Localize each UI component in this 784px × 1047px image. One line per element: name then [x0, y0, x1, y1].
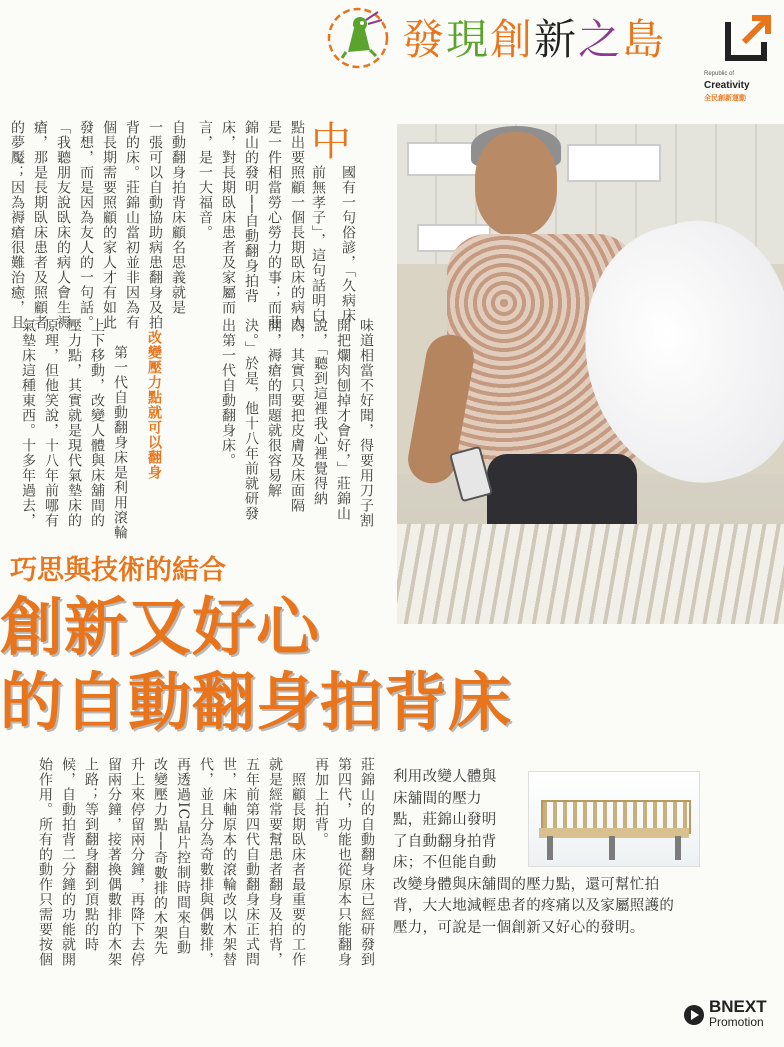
mid-left-col-3: 壓力點，其實就是現代氣墊床的 — [66, 318, 82, 528]
caption-line-5: 床；不但能自動 — [393, 855, 497, 871]
mid-right-col-6: 決。」於是，他十八年前就研發 — [243, 318, 259, 521]
mid-right-col-4: 悶，其實只要把皮膚及床面隔 — [289, 318, 305, 513]
title-char-3: 創 — [490, 15, 535, 64]
bottom-col-4: 照顧長期臥床者最重要的工作 — [290, 772, 306, 967]
headline-line-2: 的自動翻身拍背床 — [0, 666, 512, 739]
title-char-2: 現 — [446, 15, 491, 64]
mid-right-col-5: 開，褥瘡的問題就很容易解 — [266, 318, 282, 498]
bottom-col-6: 五年前第四代自動翻身床正式問 — [244, 757, 260, 967]
play-icon — [683, 1004, 705, 1026]
brand-small: Republic of — [704, 71, 735, 77]
top-right-col-4: 是一件相當勞心勞力的事；而莊 — [266, 120, 282, 330]
bottom-col-10: 改變壓力點──奇數排的木架先 — [152, 757, 168, 956]
bottom-col-15: 始作用。所有的動作只需要按個 — [37, 757, 53, 967]
bottom-col-13: 上路；等到翻身翻到頂點的時 — [83, 757, 99, 952]
top-right-col-7: 言，是一大福音。 — [197, 120, 213, 240]
bnext-logo — [683, 998, 783, 1032]
top-right-col-2: 前無孝子」，這句話明白 — [310, 165, 326, 323]
title-char-4: 新 — [534, 15, 579, 64]
top-right-col-1: 國有一句俗諺，「久病床 — [340, 165, 356, 323]
page-title — [402, 14, 666, 66]
top-left-col-5: 發想，而是因為友人的一句話。 — [78, 120, 94, 330]
mid-right-col-1: 味道相當不好聞，得要用刀子割 — [358, 318, 374, 528]
top-left-col-2: 一張可以自動協助病患翻身及拍 — [147, 120, 163, 330]
mid-right-col-2: 開把爛肉刨掉才會好，」莊錦山 — [335, 318, 351, 521]
mid-right-col-7: 出第一代自動翻身床。 — [220, 318, 236, 468]
inventor-photo — [397, 124, 784, 624]
mid-left-col-4: 原理，但他笑說，十八年前哪有 — [43, 318, 59, 528]
caption-line-1: 利用改變人體與 — [393, 769, 497, 785]
top-right-col-3: 點出要照顧一個長期臥床的病人 — [289, 120, 305, 330]
mid-left-col-5: 氣墊床這種東西。十多年過去， — [20, 318, 36, 528]
mid-right-col-3: 說，「聽到這裡我心裡覺得納 — [312, 318, 328, 506]
footer-sub: Promotion — [709, 1015, 764, 1029]
title-char-5: 之 — [578, 15, 623, 64]
mid-left-col-2: 上下移動，改變人體與床舖間的 — [89, 318, 105, 528]
bottom-col-8: 代，並且分為奇數排與偶數排， — [198, 757, 214, 967]
top-left-col-7: 瘡，那是長期臥床患者及照顧者 — [32, 120, 48, 330]
top-left-col-6: 「我聽朋友說臥床的病人會生褥 — [55, 120, 71, 330]
bottom-col-5: 就是經常要幫患者翻身及拍背， — [267, 757, 283, 967]
brand-tagline — [704, 66, 784, 104]
caption-line-6: 改變身體與床舖間的壓力點，還可幫忙拍 — [393, 876, 660, 893]
top-left-col-8: 的夢魘；因為褥瘡很難治癒，且 — [9, 120, 25, 330]
mid-left-col-1: 第一代自動翻身床是利用滾輪 — [112, 345, 128, 540]
bottom-col-14: 候，自動拍背二分鐘的功能就開 — [60, 757, 76, 967]
bottom-col-3: 再加上拍背。 — [313, 757, 329, 847]
headline-line-1: 創新又好心 — [0, 591, 320, 664]
caption-line-2: 床舖間的壓力 — [393, 790, 482, 807]
title-char-6: 島 — [622, 15, 667, 64]
brand-big: Creativity — [704, 80, 750, 91]
caption-line-8: 壓力，可說是一個創新又好心的發明。 — [393, 919, 645, 936]
kicker: 巧思與技術的結合 — [10, 555, 226, 586]
top-right-col-5: 錦山的發明──自動翻身拍背 — [243, 120, 259, 304]
top-right-col-6: 床，對長期臥床患者及家屬而 — [220, 120, 236, 315]
mascot-logo — [326, 6, 390, 70]
footer-brand: BNEXT — [709, 997, 767, 1016]
mascot-icon — [326, 6, 390, 70]
bottom-col-2: 第四代，功能也從原本只能翻身 — [336, 757, 352, 967]
caption-line-4: 了自動翻身拍背 — [393, 833, 497, 850]
photo-caption — [393, 767, 674, 939]
caption-line-3: 點，莊錦山發明 — [393, 812, 497, 828]
caption-line-7: 背，大大地減輕患者的疼痛以及家屬照護的 — [393, 898, 675, 914]
bottom-col-1: 莊錦山的自動翻身床已經研發到 — [359, 757, 375, 967]
title-char-1: 發 — [402, 15, 447, 64]
arrow-out-icon — [724, 12, 774, 62]
brand-sub: 全民創新運動 — [704, 95, 746, 102]
top-left-col-1: 自動翻身拍背床顧名思義就是 — [170, 120, 186, 315]
section-subheading: 改變壓力點就可以翻身 — [146, 330, 162, 480]
bottom-col-11: 升上來停留兩分鐘，再降下去停 — [129, 757, 145, 967]
dropcap: 中 — [311, 119, 351, 165]
top-left-col-3: 背的床。莊錦山當初並非因為有 — [124, 120, 140, 330]
creativity-logo — [724, 12, 774, 66]
bottom-col-7: 世，床軸原本的滾輪改以木架替 — [221, 757, 237, 967]
bottom-col-12: 留兩分鐘，接著換偶數排的木架 — [106, 757, 122, 967]
top-left-col-4: 個長期需要照顧的家人才有如此 — [101, 120, 117, 330]
bottom-col-9: 再透過IC晶片控制時間來自動 — [175, 757, 191, 956]
